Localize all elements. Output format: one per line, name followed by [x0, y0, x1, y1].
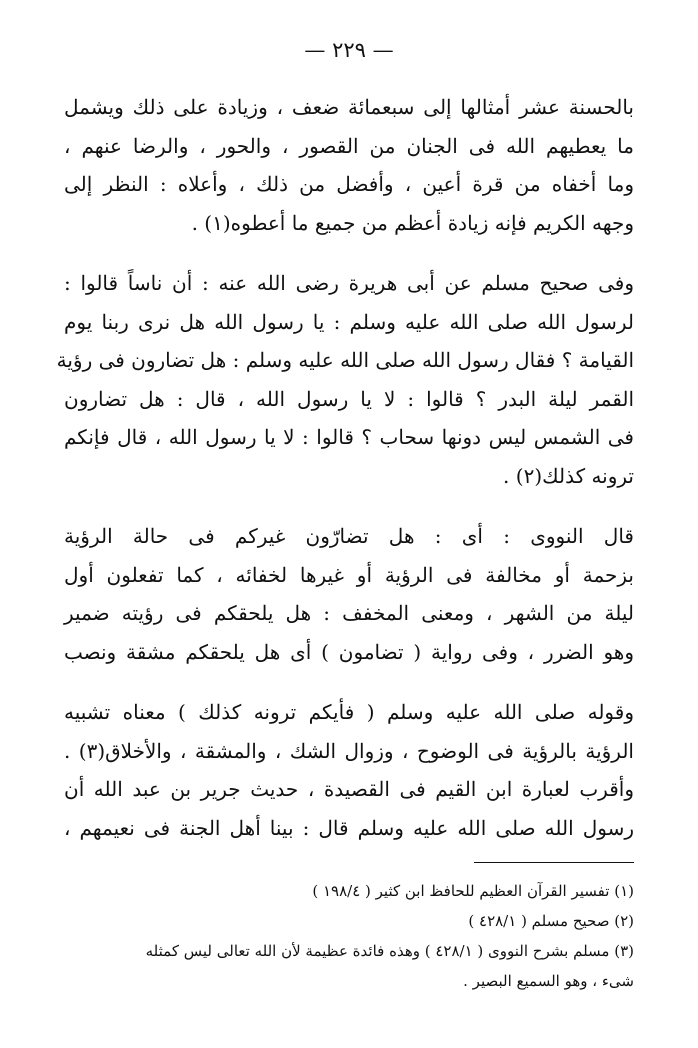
text-line: وفى صحيح مسلم عن أبى هريرة رضى الله عنه : أن ناساً قالوا : — [64, 271, 634, 295]
text-line: وهو الضرر ، وفى رواية ( تضامون ) أى هل يلحقكم مشقة ونصب — [64, 639, 634, 664]
text-line: بزحمة أو مخالفة فى الرؤية أو غيرها لخفائه ، كما تفعلون أول — [64, 562, 634, 587]
footnotes — [56, 876, 634, 996]
text-line: القمر ليلة البدر ؟ قالوا : لا يا رسول الله ، قال : هل تضارون — [64, 386, 634, 411]
text-line: ترونه كذلك(٢) . — [503, 463, 634, 488]
paragraph — [64, 517, 634, 671]
paragraph — [64, 88, 634, 242]
footnote-2: (٢) صحيح مسلم ( ٤٢٨/١ ) — [468, 912, 634, 930]
text-line: وما أخفاه من قرة أعين ، وأفضل من ذلك ، وأعلاه : النظر إلى — [64, 172, 634, 196]
text-line: ليلة من الشهر ، ومعنى المخفف : هل يلحقكم فى رؤيته ضمير — [64, 601, 634, 625]
text-line: لرسول الله صلى الله عليه وسلم : يا رسول الله هل نرى ربنا يوم — [64, 309, 634, 334]
text-line: وقوله صلى الله عليه وسلم ( فأيكم ترونه كذلك ) معناه تشبيه — [64, 700, 634, 724]
text-line: القيامة ؟ فقال رسول الله صلى الله عليه وسلم : هل تضارون فى رؤية — [56, 348, 634, 372]
footnote-1: (١) تفسير القرآن العظيم للحافظ ابن كثير ( ١٩٨/٤ ) — [312, 882, 634, 900]
main-text — [56, 88, 634, 847]
footnote-divider — [474, 862, 634, 863]
text-line: الرؤية بالرؤية فى الوضوح ، وزوال الشك ، والمشقة ، والأخلاق(٣) . — [64, 738, 634, 763]
text-line: ما يعطيهم الله فى الجنان من القصور ، والحور ، والرضا عنهم ، — [64, 133, 634, 158]
paragraph — [56, 264, 634, 495]
text-line: رسول الله صلى الله عليه وسلم قال : بينا أهل الجنة فى نعيمهم ، — [64, 815, 634, 840]
text-line: وأقرب لعبارة ابن القيم فى القصيدة ، حديث جرير بن عبد الله أن — [64, 777, 634, 801]
text-line: وجهه الكريم فإنه زيادة أعظم من جميع ما أعطوه(١) . — [191, 210, 634, 235]
text-line: بالحسنة عشر أمثالها إلى سبعمائة ضعف ، وزيادة على ذلك ويشمل — [64, 95, 634, 119]
paragraph — [64, 693, 634, 847]
footnote-3-continuation: شىء ، وهو السميع البصير . — [463, 972, 634, 990]
page-number: — ٢٢٩ — — [304, 38, 394, 62]
footnote-3: (٣) مسلم بشرح النووى ( ٤٢٨/١ ) وهذه فائدة عظيمة لأن الله تعالى ليس كمثله — [145, 942, 634, 960]
text-line: قال النووى : أى : هل تضارّون غيركم فى حالة الرؤية — [64, 524, 634, 548]
text-line: فى الشمس ليس دونها سحاب ؟ قالوا : لا يا رسول الله ، قال فإنكم — [64, 425, 634, 449]
